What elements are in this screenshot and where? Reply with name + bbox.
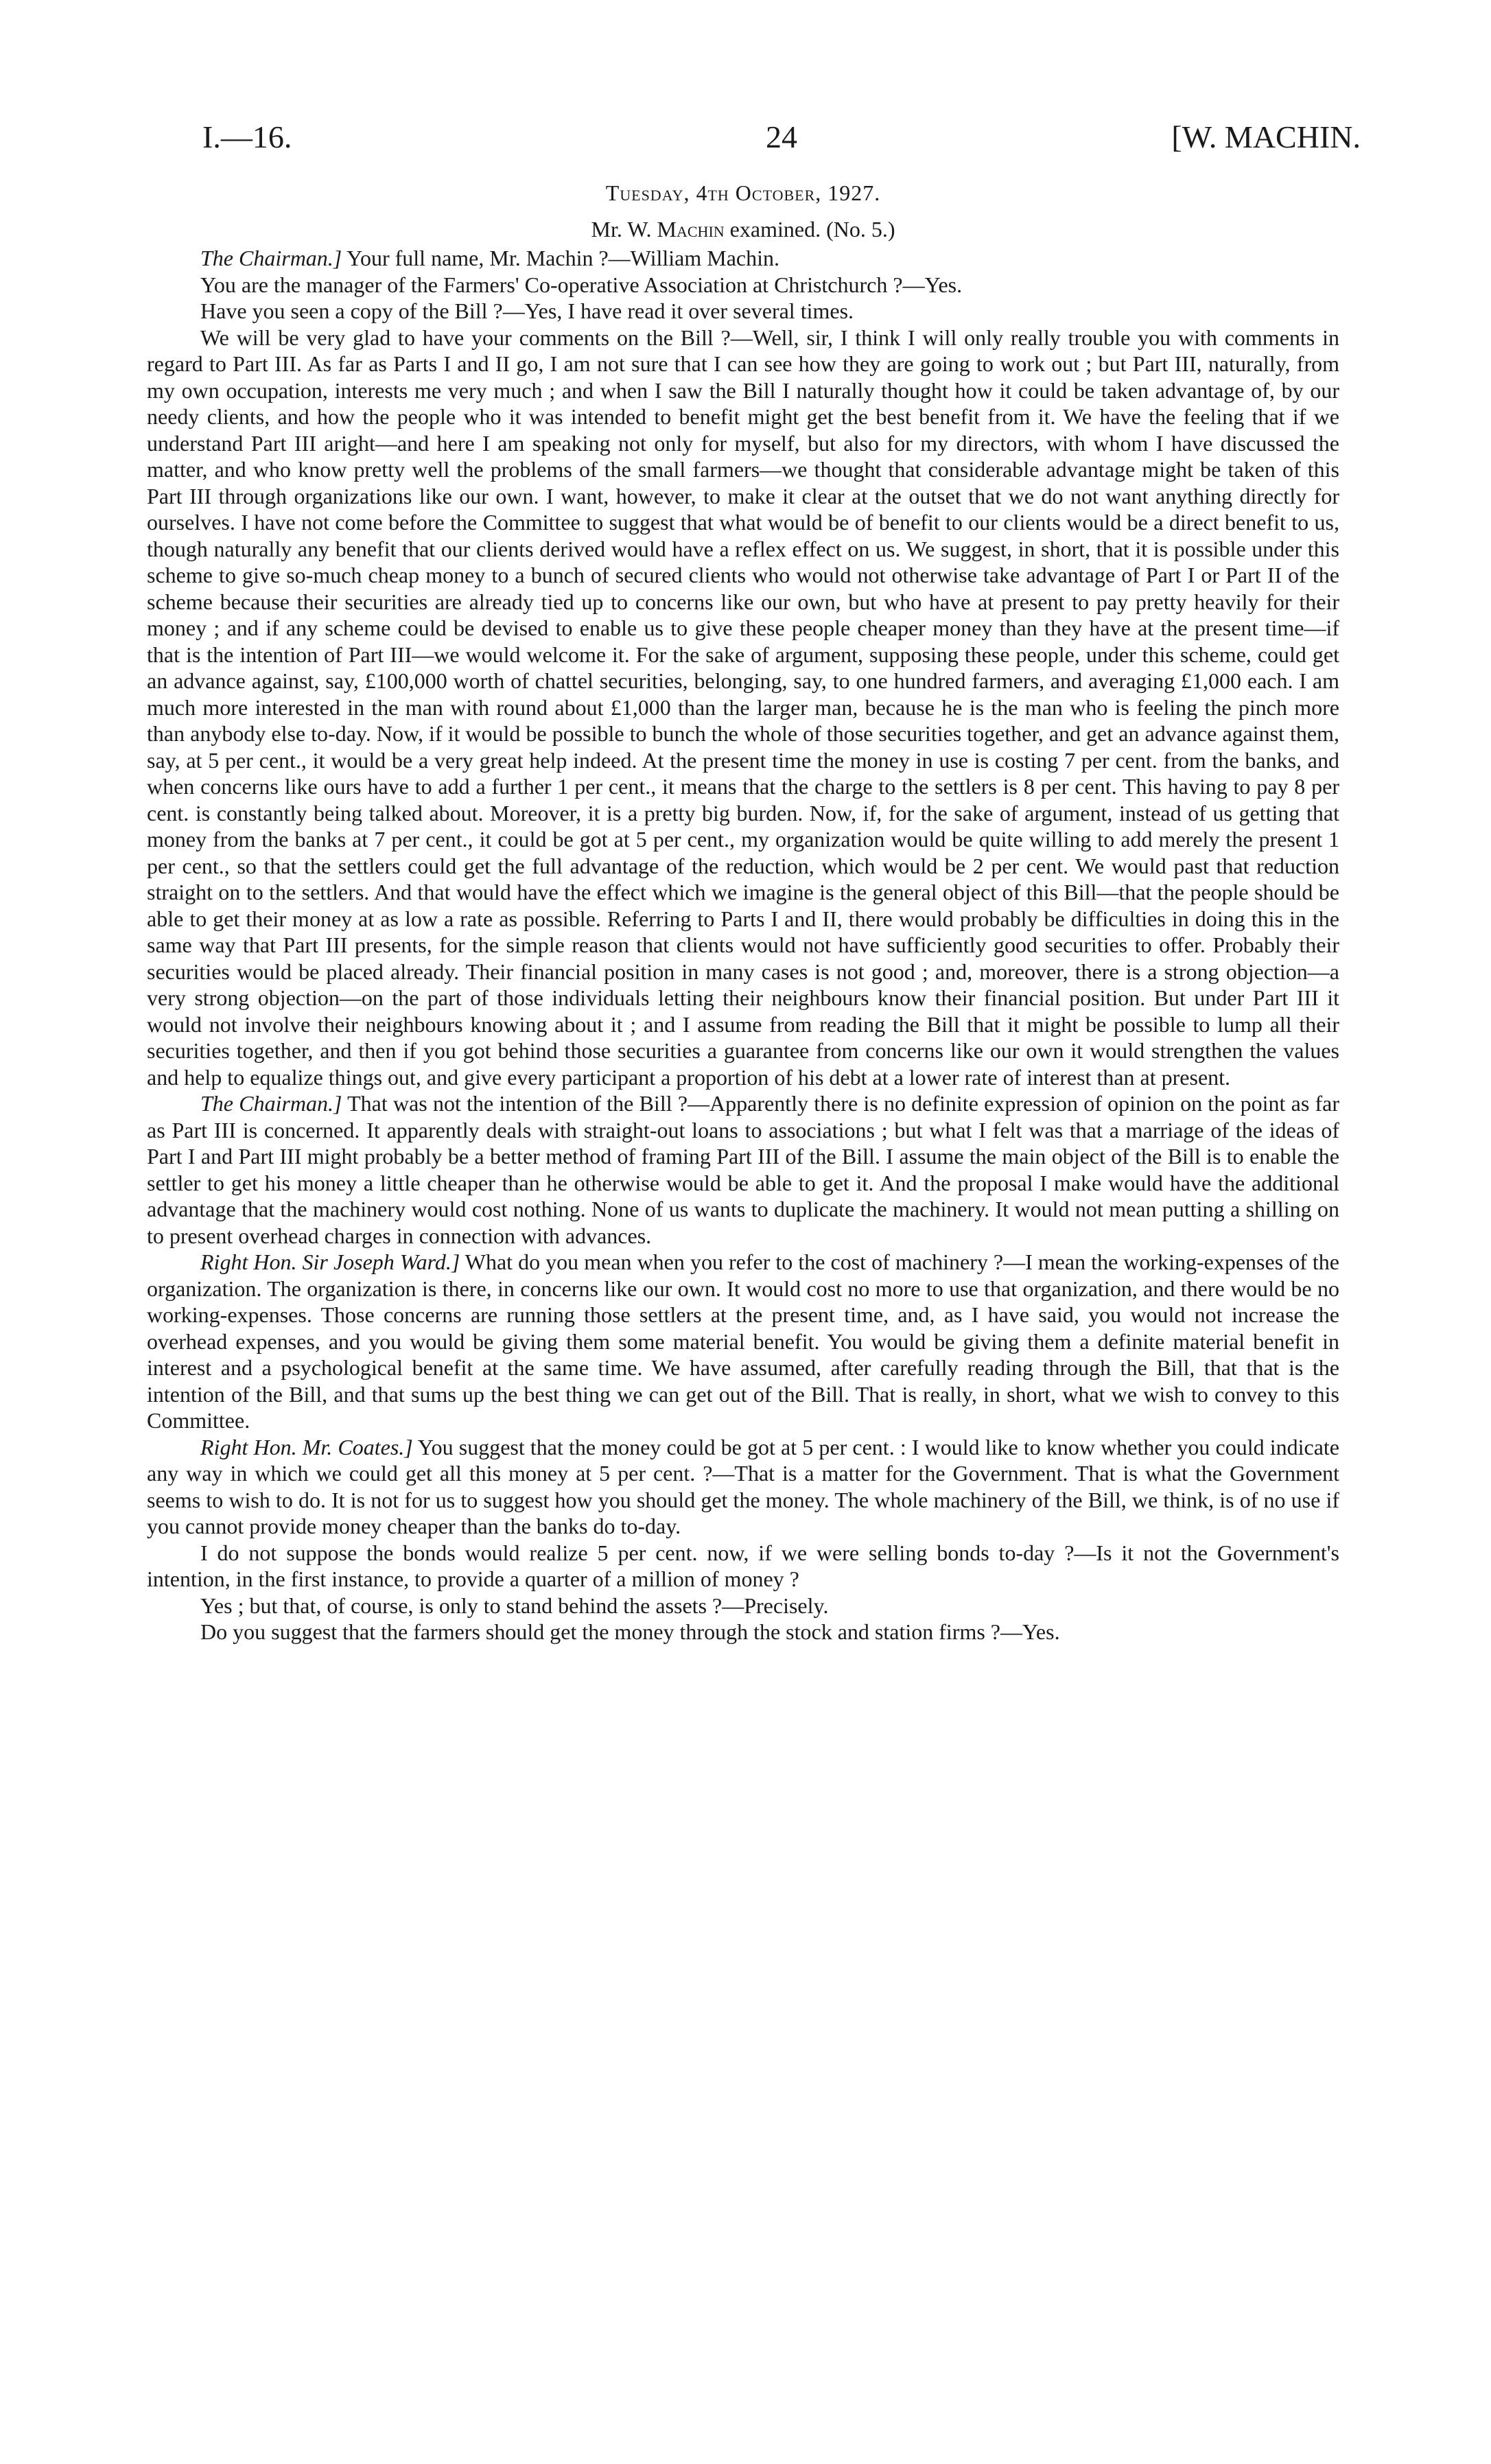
paragraph-5	[147, 1090, 1339, 1249]
paragraph-text: You suggest that the money could be got at 5 per cent. : I would like to know whether you could indicate any way in which we could get all this money at 5 per cent. ?—That is a matter for the Government. That is what the Government seems to wish to do. It is not for us to suggest how you should get the money. The whole machinery of the Bill, we think, is of no use if you cannot provide money cheaper than the banks do to-day.	[147, 1434, 1340, 1538]
witness-reference: [W. MACHIN.	[1171, 119, 1361, 154]
paragraph-text: Your full name, Mr. Machin ?—William Machin.	[342, 246, 779, 270]
witness-suffix: examined. (No. 5.)	[729, 216, 895, 242]
paragraph-text: We will be very glad to have your comments on the Bill ?—Well, sir, I think I will only really trouble you with comments in regard to Part III. As far as Parts I and II go, I am not sure that I can see how they are going to work out ; but Part III, naturally, from my own occupation, interests me very much ; and when I saw the Bill I naturally thought how it could be taken advantage of, by our needy clients, and how the people who it was intended to benefit might get the best benefit from it. We have the feeling that if we understand Part III aright—and here I am speaking not only for myself, but also for my directors, with whom I have discussed the matter, and who know pretty well the problems of the small farmers—we thought that considerable advantage might be taken of this Part III through organizations like our own. I want, however, to make it clear at the outset that we do not want anything directly for ourselves. I have not come before the Committee to suggest that what would be of benefit to our clients would be a direct benefit to us, though naturally any benefit that our clients derived would have a reflex effect on us. We suggest, in short, that it is possible under this scheme to give so-much cheap money to a bunch of secured clients who would not otherwise take advantage of Part I or Part II of the scheme because their securities are already tied up to concerns like our own, but who have at present to pay pretty heavily for their money ; and if any scheme could be devised to enable us to give these people cheaper money than they have at the present time—if that is the intention of Part III—we would welcome it. For the sake of argument, supposing these people, under this scheme, could get an advance against, say, £100,000 worth of chattel securities, belonging, say, to one hundred farmers, and averaging £1,000 each. I am much more interested in the man with round about £1,000 than the larger man, because he is the man who is feeling the pinch more than anybody else to-day. Now, if it would be possible to bunch the whole of those securities together, and get an advance against them, say, at 5 per cent., it would be a very great help indeed. At the present time the money in use is costing 7 per cent. from the banks, and when concerns like ours have to add a further 1 per cent., it means that the charge to the settlers is 8 per cent. This having to pay 8 per cent. is constantly being talked about. Moreover, it is a pretty big burden. Now, if, for the sake of argument, instead of us getting that money from the banks at 7 per cent., it could be got at 5 per cent., my organization would be quite willing to add merely the present 1 per cent., so that the settlers could get the full advantage of the reduction, which would be 2 per cent. We would past that reduction straight on to the settlers. And that would have the effect which we imagine is the general object of this Bill—that the people should be able to get their money at as low a rate as possible. Referring to Parts I and II, there would probably be difficulties in doing this in the same way that Part III presents, for the simple reason that clients would not have sufficiently good securities to offer. Probably their securities would be placed already. Their financial position in many cases is not good ; and, moreover, there is a strong objection—a very strong objection—on the part of those individuals letting their neighbours know their financial position. But under Part III it would not involve their neighbours knowing about it ; and I assume from reading the Bill that it might be possible to lump all their securities together, and then if you got behind those securities a guarantee from concerns like our own it would strengthen the values and help to equalize things out, and give every participant a proportion of his debt at a lower rate of interest than at present.	[147, 325, 1339, 1090]
speaker-label: Right Hon. Sir Joseph Ward.]	[200, 1249, 460, 1274]
paragraph-3	[147, 298, 1339, 325]
paragraph-2	[147, 272, 1339, 298]
paragraph-text: That was not the intention of the Bill ?—Apparently there is no definite expression of opinion on the point as far as Part III is concerned. It apparently deals with straight-out loans to associations ; but what I felt was that a marriage of the ideas of Part I and Part III might probably be a better method of framing Part III of the Bill. I assume the main object of the Bill is to enable the settler to get his money a little cheaper than he otherwise would be able to get it. And the proposal I make would have the additional advantage that the machinery would cost nothing. None of us wants to duplicate the machinery. It would not mean putting a shilling on to present overhead charges in connection with advances.	[147, 1091, 1340, 1248]
paragraph-6	[147, 1249, 1339, 1434]
paragraph-9	[147, 1593, 1339, 1619]
paragraph-1	[147, 245, 1339, 272]
paragraph-7	[147, 1434, 1339, 1540]
speaker-label: The Chairman.]	[200, 1091, 342, 1116]
paragraph-text: Yes ; but that, of course, is only to stand behind the assets ?—Precisely.	[200, 1593, 829, 1618]
paragraph-text: What do you mean when you refer to the cost of machinery ?—I mean the working-expenses of the organization. The organization is there, in concerns like our own. It would cost no more to use that organization, and there would be no working-expenses. Those concerns are running those settlers at the present time, and, as I have said, you would not increase the overhead expenses, and you would be giving them some material benefit. You would be giving them a definite material benefit in interest and a psychological benefit at the same time. We have assumed, after carefully reading through the Bill, that that is the intention of the Bill, and that sums up the best thing we can get out of the Bill. That is really, in short, what we wish to convey to this Committee.	[147, 1249, 1340, 1433]
paragraph-10	[147, 1619, 1339, 1645]
paragraph-text: I do not suppose the bonds would realize 5 per cent. now, if we were selling bonds to-day ?—Is it not the Government's intention, in the first instance, to provide a quarter of a million of money ?	[147, 1540, 1339, 1591]
running-header	[202, 117, 1361, 158]
paragraph-8	[147, 1540, 1339, 1593]
session-date: Tuesday, 4th October, 1927.	[605, 180, 881, 205]
paragraph-text: Have you seen a copy of the Bill ?—Yes, I have read it over several times.	[200, 298, 854, 323]
document-reference: I.—16.	[202, 119, 292, 154]
witness-heading	[147, 216, 1339, 243]
paragraph-text: Do you suggest that the farmers should get the money through the stock and station firms ?—Yes.	[200, 1619, 1060, 1644]
paragraph-text: You are the manager of the Farmers' Co-operative Association at Christchurch ?—Yes.	[200, 272, 963, 297]
witness-prefix: Mr. W.	[591, 216, 652, 242]
speaker-label: The Chairman.]	[200, 246, 342, 270]
speaker-label: Right Hon. Mr. Coates.]	[200, 1434, 413, 1459]
page-body	[147, 180, 1339, 1645]
witness-name: Machin	[657, 216, 725, 242]
page-number: 24	[766, 119, 797, 154]
paragraph-4	[147, 325, 1339, 1091]
